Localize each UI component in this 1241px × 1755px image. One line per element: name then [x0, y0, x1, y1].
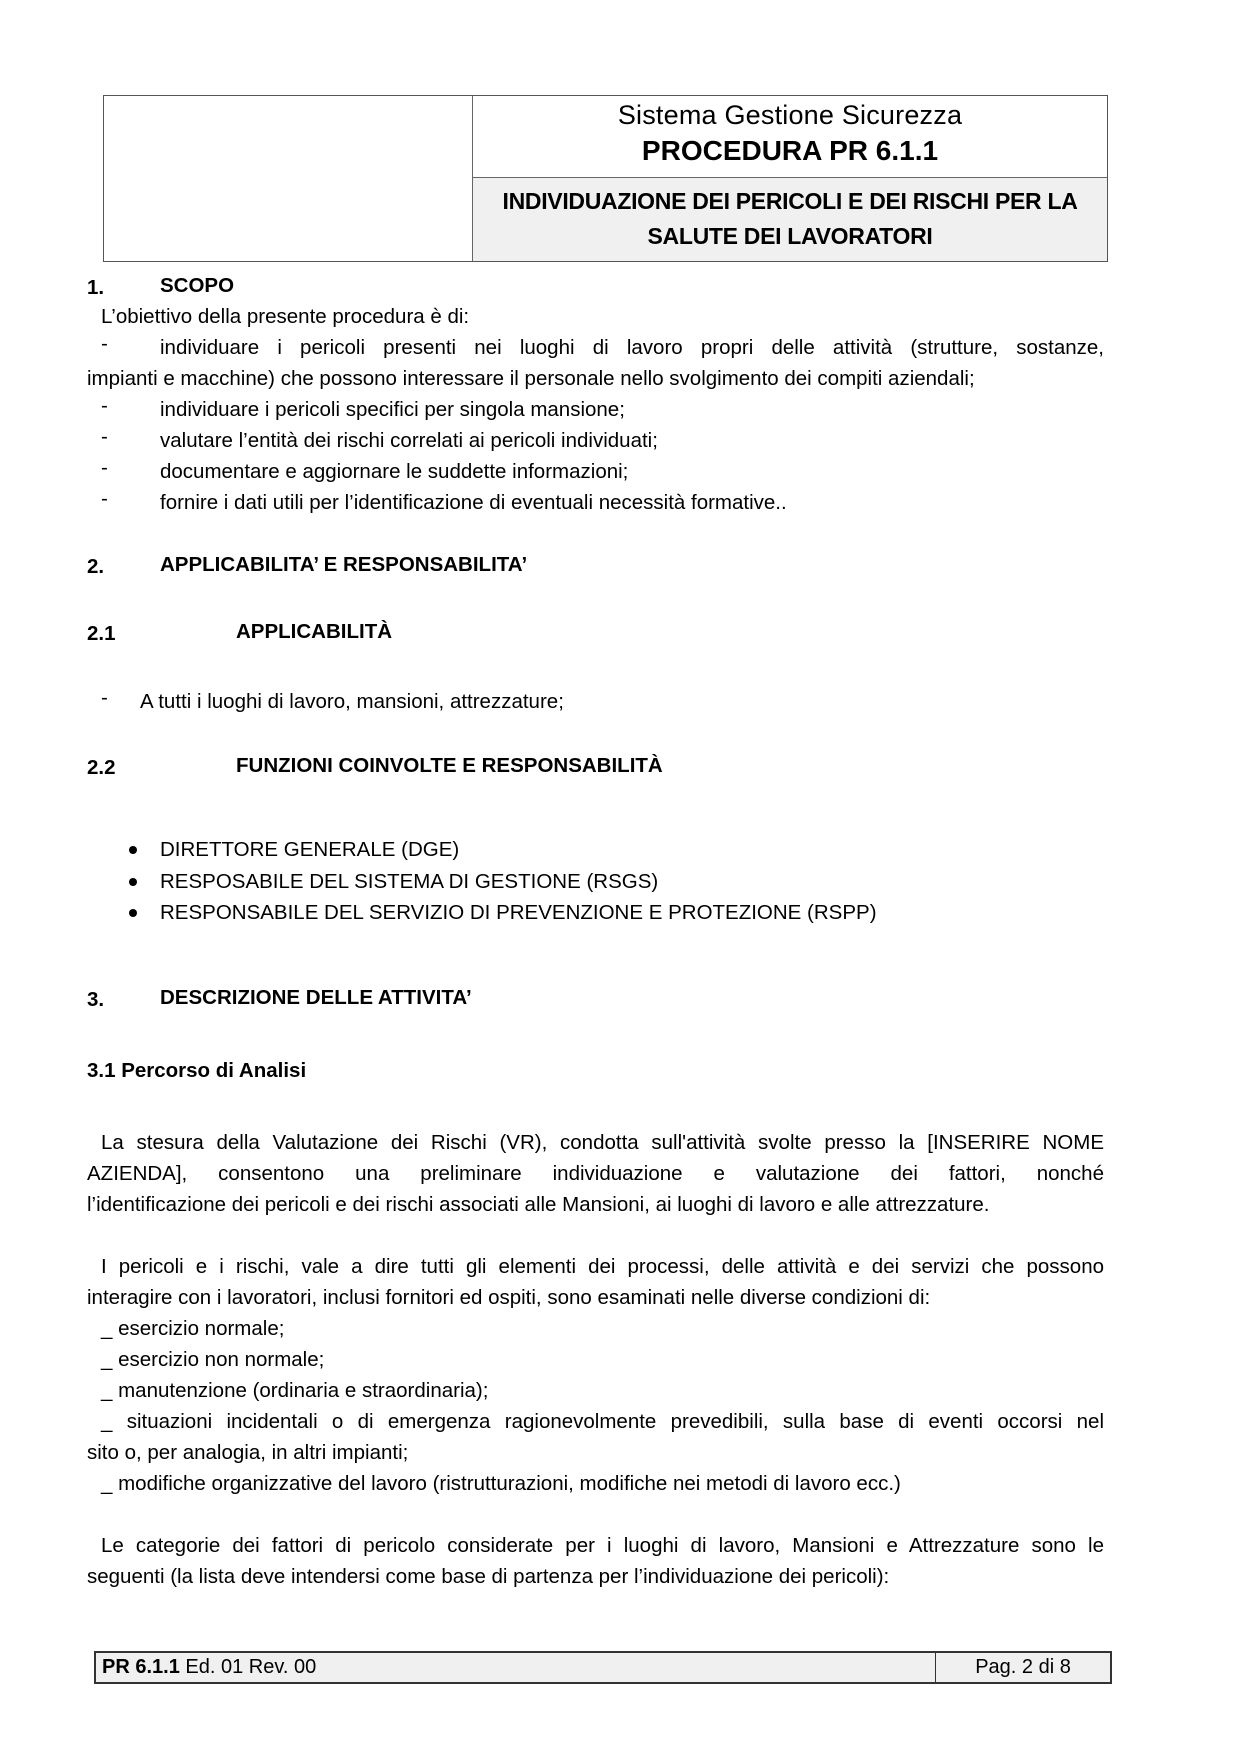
list-item: valutare l’entità dei rischi correlati ai pericoli individuati; — [160, 429, 658, 452]
section-1-title: SCOPO — [160, 274, 235, 297]
logo-cell — [104, 96, 473, 261]
section-2-title: APPLICABILITA’ E RESPONSABILITA’ — [160, 553, 528, 576]
list-item: documentare e aggiornare le suddette informazioni; — [160, 460, 629, 483]
bullet-icon — [129, 878, 137, 886]
bullet-icon — [129, 846, 137, 854]
paragraph-line: l’identificazione dei pericoli e dei rischi associati alle Mansioni, ai luoghi di lavoro e alle attrezzature. — [87, 1193, 990, 1216]
paragraph-line: I pericoli e i rischi, vale a dire tutti gli elementi dei processi, delle attività e dei servizi che possono — [101, 1255, 1104, 1278]
condition-item: _ manutenzione (ordinaria e straordinaria); — [101, 1379, 489, 1402]
procedure-code: PROCEDURA PR 6.1.1 — [641, 135, 939, 166]
responsible-item: RESPONSABILE DEL SERVIZIO DI PREVENZIONE E PROTEZIONE (RSPP) — [160, 901, 877, 924]
paragraph-line: Le categorie dei fattori di pericolo considerate per i luoghi di lavoro, Mansioni e Attrezzature sono le — [101, 1534, 1104, 1557]
section-2-2-title: FUNZIONI COINVOLTE E RESPONSABILITÀ — [236, 754, 663, 777]
list-item-continuation: impianti e macchine) che possono interessare il personale nello svolgimento dei compiti aziendali; — [87, 367, 975, 390]
section-2-number: 2. — [87, 555, 105, 578]
responsible-item: RESPOSABILE DEL SISTEMA DI GESTIONE (RSGS) — [160, 870, 659, 893]
list-item: individuare i pericoli specifici per singola mansione; — [160, 398, 625, 421]
header-subtitle-cell — [473, 178, 1107, 261]
list-item: A tutti i luoghi di lavoro, mansioni, attrezzature; — [140, 690, 564, 713]
bullet-icon — [129, 909, 137, 917]
list-marker: - — [101, 394, 108, 417]
footer-edition: Ed. 01 Rev. 00 — [185, 1656, 317, 1678]
condition-item: _ modifiche organizzative del lavoro (ristrutturazioni, modifiche nei metodi di lavoro ecc.) — [101, 1472, 901, 1495]
section-3-1-title: 3.1 Percorso di Analisi — [87, 1059, 307, 1082]
section-2-1-number: 2.1 — [87, 622, 116, 645]
footer-doc-info — [96, 1653, 936, 1682]
footer-page-number: Pag. 2 di 8 — [975, 1656, 1071, 1678]
responsible-item: DIRETTORE GENERALE (DGE) — [160, 838, 460, 861]
footer-table — [94, 1651, 1112, 1684]
procedure-title-line-1: INDIVIDUAZIONE DEI PERICOLI E DEI RISCHI PER LA — [502, 188, 1078, 214]
list-marker: - — [101, 456, 108, 479]
system-name: Sistema Gestione Sicurezza — [617, 100, 963, 130]
footer-doc-code: PR 6.1.1 — [102, 1656, 180, 1678]
header-title-cell — [473, 96, 1107, 178]
section-1-intro: L’obiettivo della presente procedura è di: — [101, 305, 470, 328]
paragraph-line: interagire con i lavoratori, inclusi fornitori ed ospiti, sono esaminati nelle diverse condizioni di: — [87, 1286, 931, 1309]
paragraph-line: seguenti (la lista deve intendersi come base di partenza per l’individuazione dei pericoli): — [87, 1565, 890, 1588]
header-table — [103, 95, 1108, 262]
section-3-number: 3. — [87, 988, 105, 1011]
procedure-title-line-2: SALUTE DEI LAVORATORI — [647, 223, 933, 249]
list-marker: - — [101, 487, 108, 510]
condition-item-continuation: sito o, per analogia, in altri impianti; — [87, 1441, 409, 1464]
list-marker: - — [101, 686, 108, 709]
section-3-title: DESCRIZIONE DELLE ATTIVITA’ — [160, 986, 472, 1009]
section-1-number: 1. — [87, 276, 105, 299]
condition-item: _ esercizio non normale; — [101, 1348, 325, 1371]
condition-item: _ esercizio normale; — [101, 1317, 285, 1340]
procedure-title — [473, 184, 1107, 254]
paragraph-line: AZIENDA], consentono una preliminare individuazione e valutazione dei fattori, nonché — [87, 1162, 1104, 1185]
list-item: individuare i pericoli presenti nei luoghi di lavoro propri delle attività (strutture, sostanze, — [160, 336, 1104, 359]
list-marker: - — [101, 332, 108, 355]
section-2-2-number: 2.2 — [87, 756, 116, 779]
list-item: fornire i dati utili per l’identificazione di eventuali necessità formative.. — [160, 491, 787, 514]
condition-item: _ situazioni incidentali o di emergenza ragionevolmente prevedibili, sulla base di eventi occorsi nel — [101, 1410, 1104, 1433]
list-marker: - — [101, 425, 108, 448]
paragraph-line: La stesura della Valutazione dei Rischi (VR), condotta sull'attività svolte presso la [INSERIRE NOME — [101, 1131, 1104, 1154]
section-2-1-title: APPLICABILITÀ — [236, 620, 393, 643]
